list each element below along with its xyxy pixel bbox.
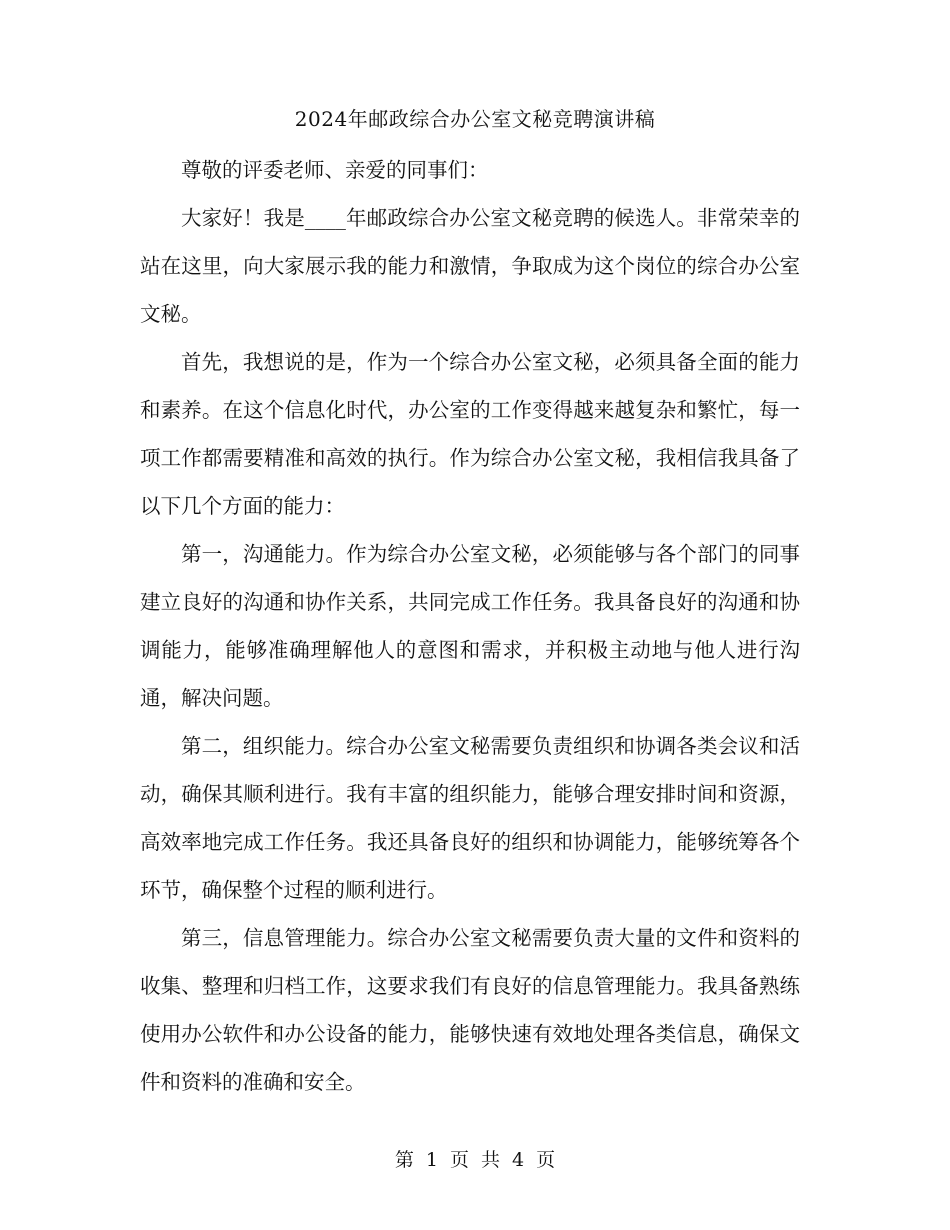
- organization-paragraph: 第二，组织能力。综合办公室文秘需要负责组织和协调各类会议和活动，确保其顺利进行。我有丰富的组织能力，能够合理安排时间和资源，高效率地完成工作任务。我还具备良好的组织和协调能力，能够统筹各个环节，确保整个过程的顺利进行。: [140, 734, 800, 902]
- page-number-footer: 第 1 页 共 4 页: [394, 1149, 556, 1171]
- document-body: [140, 146, 800, 1106]
- salutation-paragraph: 尊敬的评委老师、亲爱的同事们：: [181, 158, 489, 182]
- information-management-paragraph: 第三，信息管理能力。综合办公室文秘需要负责大量的文件和资料的收集、整理和归档工作，这要求我们有良好的信息管理能力。我具备熟练使用办公软件和办公设备的能力，能够快速有效地处理各类信息，确保文件和资料的准确和安全。: [140, 926, 800, 1094]
- communication-paragraph: 第一，沟通能力。作为综合办公室文秘，必须能够与各个部门的同事建立良好的沟通和协作关系，共同完成工作任务。我具备良好的沟通和协调能力，能够准确理解他人的意图和需求，并积极主动地与他人进行沟通，解决问题。: [140, 542, 800, 710]
- greeting-paragraph: 大家好！我是____年邮政综合办公室文秘竞聘的候选人。非常荣幸的站在这里，向大家展示我的能力和激情，争取成为这个岗位的综合办公室文秘。: [140, 206, 800, 326]
- document-title: 2024年邮政综合办公室文秘竞聘演讲稿: [294, 107, 656, 131]
- intro-paragraph: 首先，我想说的是，作为一个综合办公室文秘，必须具备全面的能力和素养。在这个信息化时代，办公室的工作变得越来越复杂和繁忙，每一项工作都需要精准和高效的执行。作为综合办公室文秘，我相信我具备了以下几个方面的能力：: [140, 350, 800, 518]
